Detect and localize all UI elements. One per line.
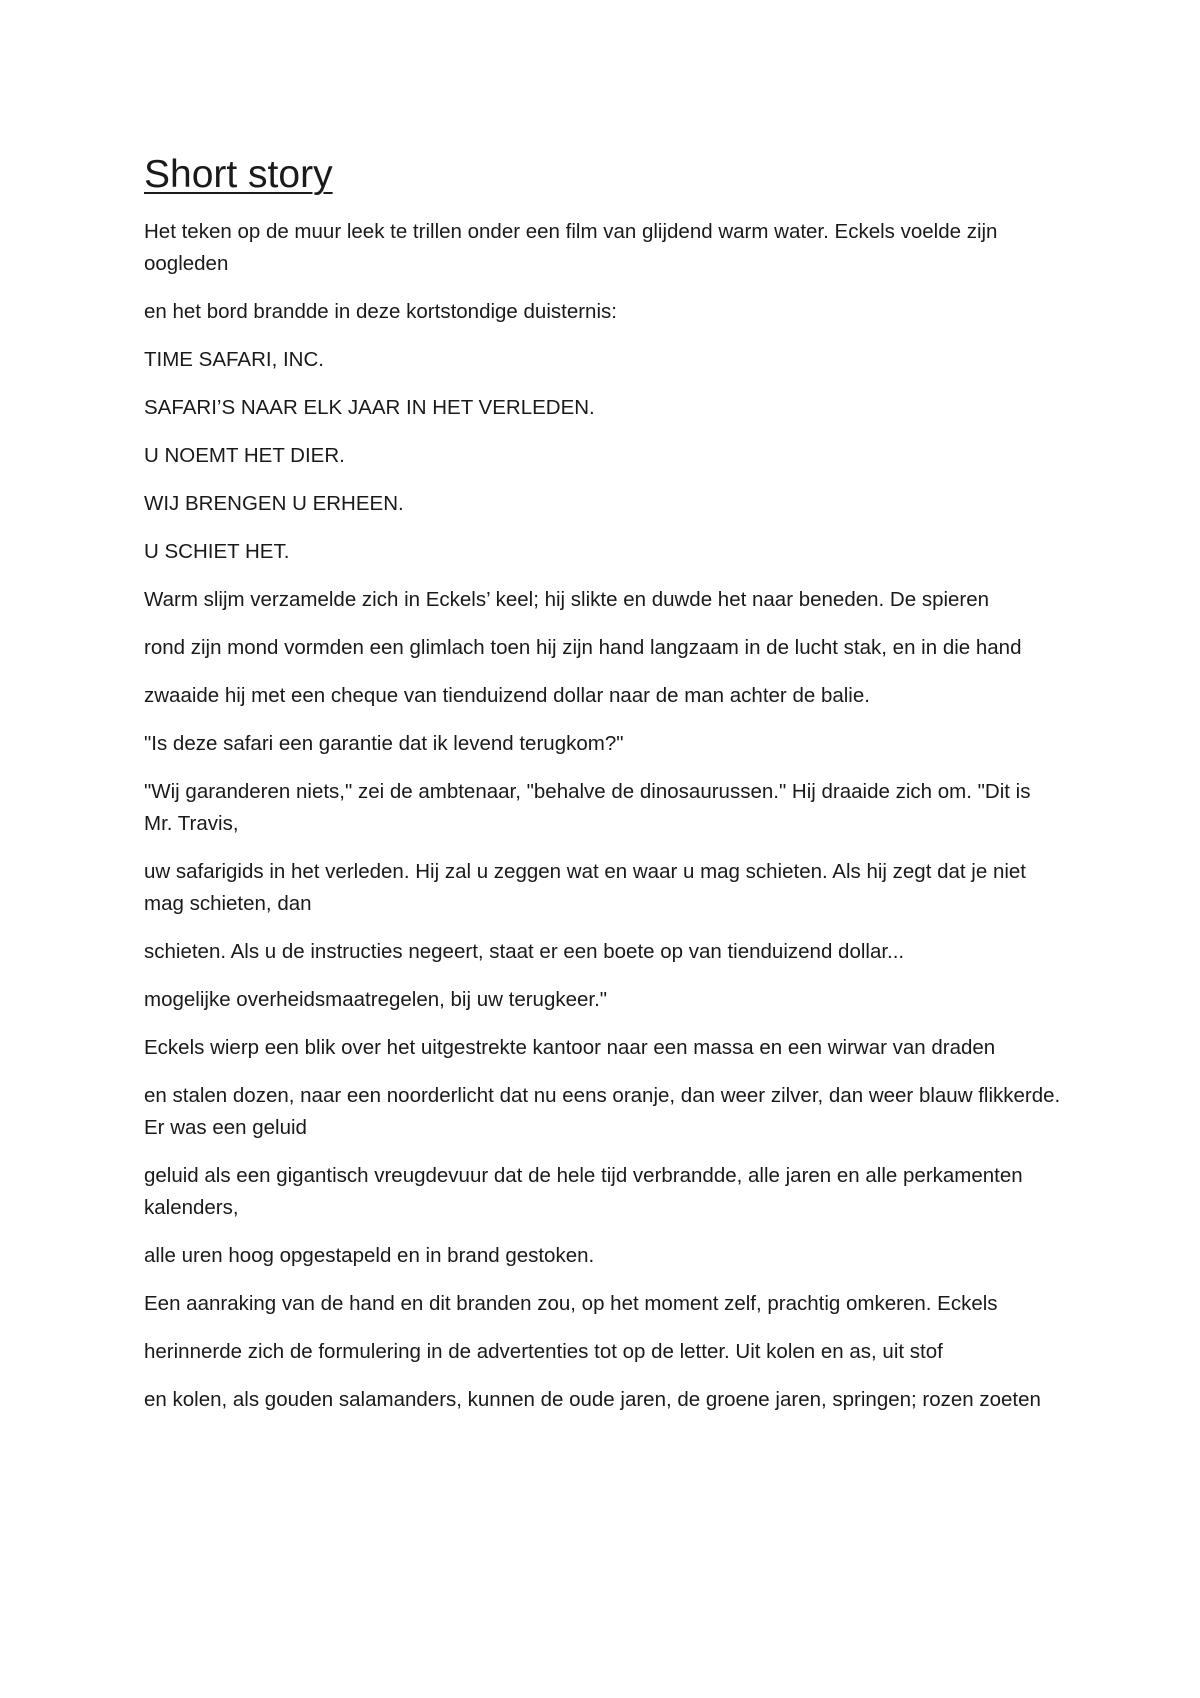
paragraph: U SCHIET HET. <box>144 540 290 563</box>
paragraph: uw safarigids in het verleden. Hij zal u zeggen wat en waar u mag schieten. Als hij zegt dat je niet mag schieten, dan <box>144 860 1026 915</box>
paragraph: Het teken op de muur leek te trillen onder een film van glijdend warm water. Eckels voelde zijn oogleden <box>144 220 998 275</box>
paragraph: en stalen dozen, naar een noorderlicht dat nu eens oranje, dan weer zilver, dan weer blauw flikkerde. Er was een geluid <box>144 1084 1061 1139</box>
paragraph: en het bord brandde in deze kortstondige duisternis: <box>144 300 617 323</box>
paragraph: WIJ BRENGEN U ERHEEN. <box>144 492 404 515</box>
document-body <box>144 150 1064 1432</box>
paragraph: rond zijn mond vormden een glimlach toen hij zijn hand langzaam in de lucht stak, en in die hand <box>144 636 1022 659</box>
paragraph: en kolen, als gouden salamanders, kunnen de oude jaren, de groene jaren, springen; rozen zoeten <box>144 1388 1041 1411</box>
paragraph: schieten. Als u de instructies negeert, staat er een boete op van tienduizend dollar... <box>144 940 905 963</box>
paragraph: U NOEMT HET DIER. <box>144 444 345 467</box>
paragraph: herinnerde zich de formulering in de advertenties tot op de letter. Uit kolen en as, uit stof <box>144 1340 943 1363</box>
paragraph: TIME SAFARI, INC. <box>144 348 324 371</box>
document-title: Short story <box>144 153 333 196</box>
paragraph: geluid als een gigantisch vreugdevuur dat de hele tijd verbrandde, alle jaren en alle perkamenten kalenders, <box>144 1164 1023 1219</box>
paragraph: mogelijke overheidsmaatregelen, bij uw terugkeer." <box>144 988 608 1011</box>
paragraph: SAFARI’S NAAR ELK JAAR IN HET VERLEDEN. <box>144 396 595 419</box>
paragraph: zwaaide hij met een cheque van tienduizend dollar naar de man achter de balie. <box>144 684 870 707</box>
paragraph: "Is deze safari een garantie dat ik levend terugkom?" <box>144 732 624 755</box>
paragraph: "Wij garanderen niets," zei de ambtenaar, "behalve de dinosaurussen." Hij draaide zich om. "Dit is Mr. Travis, <box>144 780 1031 835</box>
paragraph: Warm slijm verzamelde zich in Eckels’ keel; hij slikte en duwde het naar beneden. De spieren <box>144 588 990 611</box>
paragraph: Een aanraking van de hand en dit branden zou, op het moment zelf, prachtig omkeren. Eckels <box>144 1292 998 1315</box>
paragraph: alle uren hoog opgestapeld en in brand gestoken. <box>144 1244 595 1267</box>
paragraph: Eckels wierp een blik over het uitgestrekte kantoor naar een massa en een wirwar van draden <box>144 1036 996 1059</box>
